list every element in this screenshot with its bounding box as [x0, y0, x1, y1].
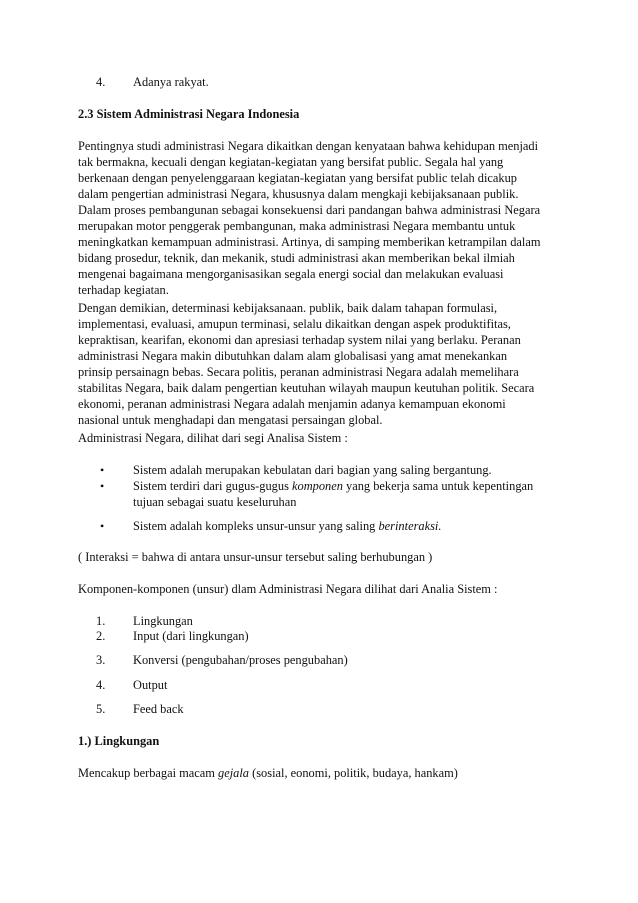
paragraph-1 [78, 138, 568, 298]
emphasis-text: berinteraksi. [378, 519, 442, 533]
text-line: Pentingnya studi administrasi Negara dikaitkan dengan kenyataan bahwa kehidupan menjadi [78, 139, 539, 153]
list-text: Input (dari lingkungan) [133, 629, 249, 643]
list-number: 3. [96, 653, 106, 667]
list-number: 4. [96, 678, 106, 692]
text-line: terhadap kegiatan. [78, 283, 169, 297]
text-line: berkenaan dengan penyelenggaraan kegiatan-kegiatan yang bersifat public telah dicakup [78, 171, 517, 185]
emphasis-text: komponen [292, 479, 343, 493]
text-line: Dengan demikian, determinasi kebijaksanaan. publik, baik dalam tahapan formulasi, [78, 301, 498, 315]
bullet-text: Sistem terdiri dari gugus-gugus komponen yang bekerja sama untuk kepentingan [133, 479, 534, 493]
text-line: kepraktisan, kearifan, ekonomi dan apresiasi terhadap system nilai yang berlaku. Peranan [78, 333, 521, 347]
paragraph-2 [78, 300, 568, 428]
text-line: dalam pengertian administrasi Negara, khususnya dalam mengkaji kebijaksanaan publik. [78, 187, 519, 201]
bullet-icon: • [100, 519, 105, 533]
paragraph-6: Mencakup berbagai macam gejala (sosial, eonomi, politik, budaya, hankam) [78, 766, 458, 780]
text-line: nasional untuk menghadapi dan mengatasi persaingan global. [78, 413, 383, 427]
list-number: 5. [96, 702, 106, 716]
list-number: 4. [96, 75, 106, 89]
list-number: 2. [96, 629, 106, 643]
emphasis-text: gejala [218, 766, 250, 780]
list-text: Feed back [133, 702, 184, 716]
list-text: Lingkungan [133, 614, 193, 628]
text-line: tak bermakna, kecuali dengan kegiatan-kegiatan yang bersifat public. Segala hal yang [78, 155, 504, 169]
text-line: administrasi Negara makin dibutuhkan dalam alam globalisasi yang amat menekankan [78, 349, 508, 363]
paragraph-4: ( Interaksi = bahwa di antara unsur-unsur tersebut saling berhubungan ) [78, 550, 433, 564]
bullet-text: Sistem adalah kompleks unsur-unsur yang saling berinteraksi. [133, 519, 442, 533]
list-number: 1. [96, 614, 106, 628]
subheading: 1.) Lingkungan [78, 734, 160, 748]
bullet-icon: • [100, 479, 105, 493]
list-text: Konversi (pengubahan/proses pengubahan) [133, 653, 348, 667]
paragraph-3: Administrasi Negara, dilihat dari segi Analisa Sistem : [78, 431, 348, 445]
text-line: mengenai bagaimana mengorganisasikan segala energi social dan melakukan evaluasi [78, 267, 504, 281]
list-text: Adanya rakyat. [133, 75, 209, 89]
bullet-text: Sistem adalah merupakan kebulatan dari bagian yang saling bergantung. [133, 463, 492, 477]
text-line: ekonomi, peranan administrasi Negara adalah menjamin adanya kemampuan ekonomi [78, 397, 506, 411]
bullet-text: tujuan sebagai suatu keseluruhan [133, 495, 297, 509]
text-line: prinsip persainagn bebas. Secara politis, peranan administrasi Negara adalah memelihara [78, 365, 519, 379]
text-line: stabilitas Negara, baik dalam pengertian keutuhan wilayah maupun keutuhan politik. Secara [78, 381, 535, 395]
bullet-icon: • [100, 463, 105, 477]
text-line: merupakan motor penggerak pembangunan, maka administrasi Negara membantu untuk [78, 219, 516, 233]
list-text: Output [133, 678, 168, 692]
section-heading: 2.3 Sistem Administrasi Negara Indonesia [78, 107, 300, 121]
paragraph-5: Komponen-komponen (unsur) dlam Administrasi Negara dilihat dari Analia Sistem : [78, 582, 498, 596]
text-line: bidang prosedur, teknik, dan mekanik, studi administrasi akan memberikan bekal ilmiah [78, 251, 515, 265]
text-line: Dalam proses pembangunan sebagai konsekuensi dari pandangan bahwa administrasi Negara [78, 203, 541, 217]
text-line: implementasi, evaluasi, amupun terminasi, selalu dikaitkan dengan aspek produktifitas, [78, 317, 511, 331]
text-line: meningkatkan kemampuan administrasi. Artinya, di samping memberikan ketrampilan dalam [78, 235, 541, 249]
